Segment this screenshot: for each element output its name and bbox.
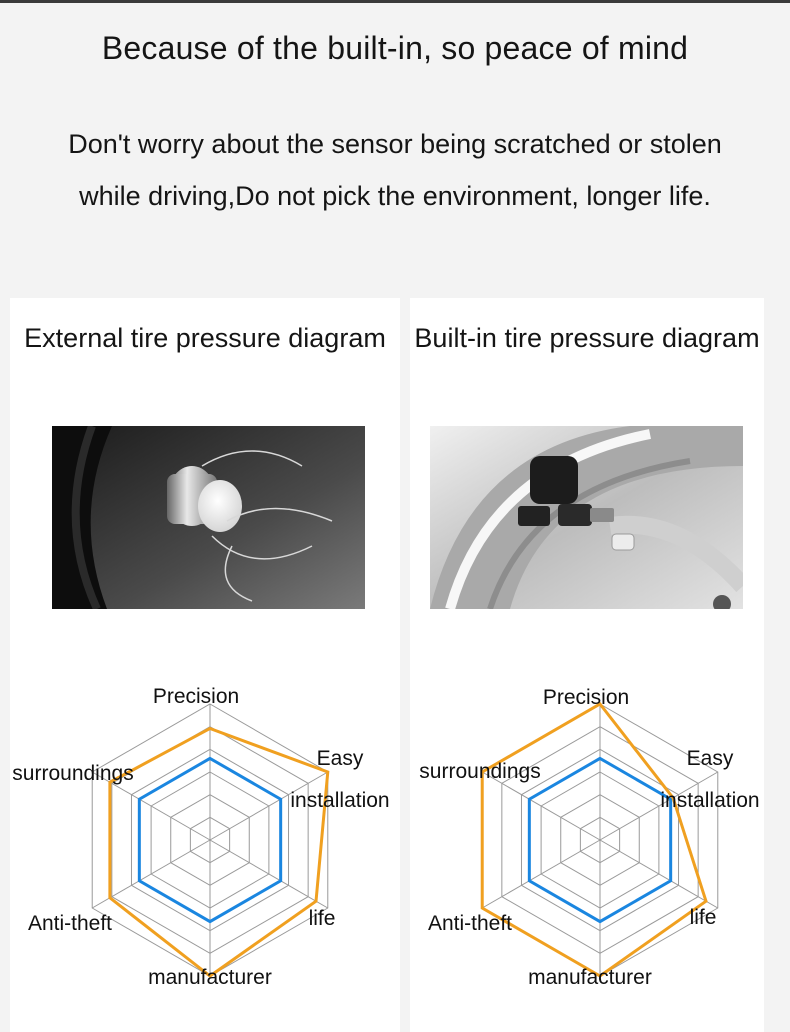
external-sensor-panel [10,298,400,1032]
axis-label-life: life [689,906,717,929]
axis-label-installation: installation [660,789,760,812]
axis-label-precision: Precision [542,686,630,709]
axis-label-precision: Precision [152,685,240,708]
external-sensor-image [52,426,365,609]
radar-grid [92,704,328,976]
panel-title: External tire pressure diagram [24,323,386,353]
axis-label-installation: installation [290,789,390,812]
axis-label-surroundings: surroundings [419,760,541,783]
radar-grid [482,704,718,976]
axis-label-manufacturer: manufacturer [148,966,272,989]
axis-label-anti-theft: Anti-theft [427,912,513,935]
headline: Because of the built-in, so peace of mind [101,30,689,66]
panel-title: Built-in tire pressure diagram [414,323,760,353]
top-border [0,0,790,3]
axis-label-surroundings: surroundings [12,762,134,785]
external-sensor-photo [52,426,365,609]
axis-label-anti-theft: Anti-theft [27,912,113,935]
axis-label-easy: Easy [316,747,364,770]
built-in-sensor-photo [430,426,743,609]
built-in-sensor-image [430,426,743,609]
axis-label-life: life [308,907,336,930]
product-polygon [110,728,328,976]
axis-label-manufacturer: manufacturer [528,966,652,989]
built-in-radar-chart [400,668,780,998]
built-in-sensor-panel [410,298,764,1032]
intro-text: Don't worry about the sensor being scratched or stolen while driving,Do not pick the environment, longer life. [68,129,722,211]
external-radar-chart [10,668,400,998]
axis-label-easy: Easy [686,747,734,770]
product-polygon [482,704,706,976]
